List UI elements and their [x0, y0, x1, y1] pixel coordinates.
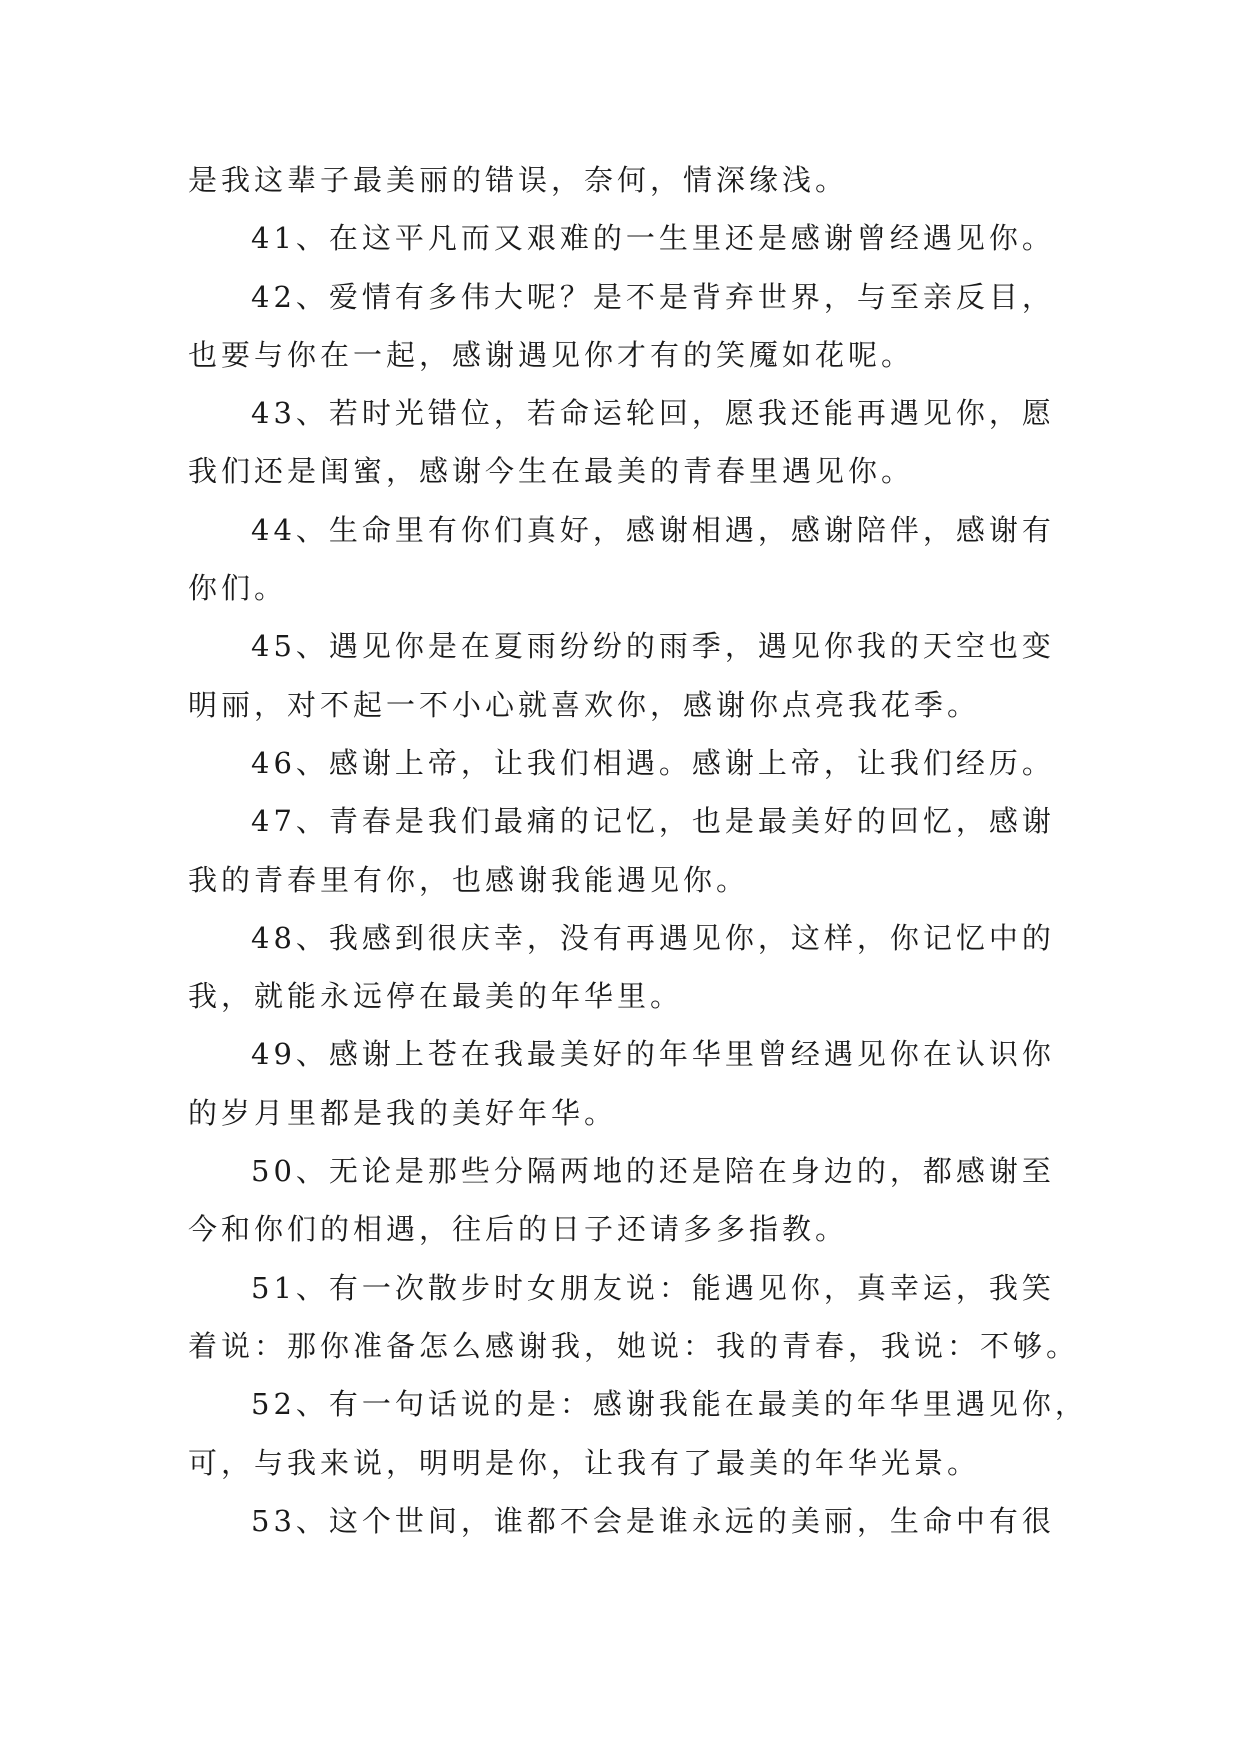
text-line: 41、在这平凡而又艰难的一生里还是感谢曾经遇见你。	[251, 221, 1055, 256]
text-line: 43、若时光错位，若命运轮回，愿我还能再遇见你，愿	[251, 396, 1055, 431]
text-line: 53、这个世间，谁都不会是谁永远的美丽，生命中有很	[251, 1503, 1055, 1538]
text-line: 是我这辈子最美丽的错误，奈何，情深缘浅。	[188, 163, 849, 197]
text-line: 今和你们的相遇，往后的日子还请多多指教。	[188, 1212, 849, 1247]
text-line: 可，与我来说，明明是你，让我有了最美的年华光景。	[188, 1445, 981, 1480]
text-line: 46、感谢上帝，让我们相遇。感谢上帝，让我们经历。	[251, 745, 1055, 780]
text-line: 44、生命里有你们真好，感谢相遇，感谢陪伴，感谢有	[251, 512, 1055, 547]
text-line: 48、我感到很庆幸，没有再遇见你，这样，你记忆中的	[251, 920, 1055, 955]
text-line: 的岁月里都是我的美好年华。	[188, 1095, 618, 1130]
document-body	[188, 151, 1088, 1550]
text-line: 51、有一次散步时女朋友说：能遇见你，真幸运，我笑	[251, 1270, 1055, 1305]
text-line: 47、青春是我们最痛的记忆，也是最美好的回忆，感谢	[251, 804, 1055, 839]
text-line: 你们。	[188, 571, 288, 606]
text-line: 49、感谢上苍在我最美好的年华里曾经遇见你在认识你	[251, 1037, 1055, 1072]
text-line: 50、无论是那些分隔两地的还是陪在身边的，都感谢至	[251, 1154, 1055, 1189]
text-line: 52、有一句话说的是：感谢我能在最美的年华里遇见你，	[251, 1387, 1088, 1422]
text-line: 我的青春里有你，也感谢我能遇见你。	[188, 862, 750, 897]
text-line: 42、爱情有多伟大呢？是不是背弃世界，与至亲反目，	[251, 279, 1055, 314]
text-line: 也要与你在一起，感谢遇见你才有的笑魇如花呢。	[188, 337, 915, 372]
text-line: 我，就能永远停在最美的年华里。	[188, 979, 684, 1014]
text-line: 明丽，对不起一不小心就喜欢你，感谢你点亮我花季。	[188, 687, 981, 722]
text-line: 着说：那你准备怎么感谢我，她说：我的青春，我说：不够。	[188, 1328, 1080, 1363]
text-line: 45、遇见你是在夏雨纷纷的雨季，遇见你我的天空也变	[251, 629, 1055, 664]
text-line: 我们还是闺蜜，感谢今生在最美的青春里遇见你。	[188, 454, 915, 489]
